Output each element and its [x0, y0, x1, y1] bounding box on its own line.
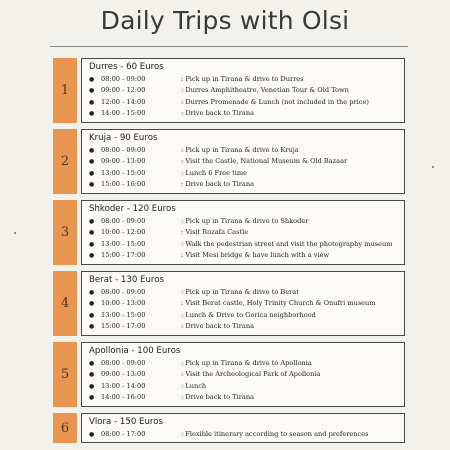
- itinerary-description: : Visit Berat castle, Holy Trinity Church & Onufri museum: [181, 299, 376, 308]
- paper-speck: [432, 166, 434, 168]
- itinerary-list: [82, 357, 404, 406]
- itinerary-item: [89, 298, 404, 309]
- trip-section: [53, 129, 408, 194]
- bullet-icon: ●: [89, 158, 95, 166]
- trip-number-badge: 1: [53, 58, 77, 123]
- trip-section: [53, 58, 408, 123]
- bullet-icon: ●: [89, 76, 95, 83]
- itinerary-time: 15:00 - 16:00: [101, 180, 146, 189]
- itinerary-description: : Durres Promenade & Lunch (not included in the price): [181, 97, 369, 106]
- bullet-icon: ●: [89, 300, 95, 308]
- trip-section: [53, 200, 408, 265]
- itinerary-description: : Lunch 6 Free time: [181, 168, 248, 177]
- bullet-icon: ●: [89, 360, 95, 367]
- itinerary-list: [82, 73, 404, 122]
- trip-card: [81, 413, 405, 443]
- itinerary-item: [89, 74, 404, 85]
- itinerary-time: 09:00 - 12:00: [101, 86, 146, 95]
- paper-speck: [14, 232, 16, 234]
- itinerary-description: : Visit Mesi bridge & have lunch with a view: [181, 251, 330, 260]
- bullet-icon: ●: [89, 289, 95, 296]
- itinerary-time: 08:00 - 09:00: [101, 288, 146, 296]
- itinerary-description: : Visit Rozafa Castle: [181, 228, 249, 237]
- itinerary-item: [89, 145, 404, 156]
- itinerary-time: 15:00 - 17:00: [101, 322, 146, 331]
- bullet-icon: ●: [89, 147, 95, 154]
- trip-card: [81, 129, 405, 194]
- title-divider: [50, 46, 408, 47]
- itinerary-description: : Drive back to Tirana: [181, 180, 255, 189]
- itinerary-time: 14:00 - 16:00: [101, 393, 146, 402]
- itinerary-time: 08:00 - 09:00: [101, 75, 146, 83]
- itinerary-description: : Pick up in Tirana & drive to Apollonia: [181, 359, 312, 367]
- itinerary-description: : Pick up in Tirana & drive to Kruja: [181, 146, 299, 154]
- itinerary-list: [82, 428, 404, 442]
- itinerary-item: [89, 369, 404, 380]
- trip-title: Berat - 130 Euros: [89, 275, 165, 285]
- itinerary-time: 08:00 - 17:00: [101, 430, 146, 438]
- itinerary-item: [89, 381, 404, 392]
- trip-number-badge: 2: [53, 129, 77, 194]
- trip-number-badge: 6: [53, 413, 77, 443]
- itinerary-item: [89, 358, 404, 369]
- itinerary-description: : Pick up in Tirana & drive to Berat: [181, 288, 299, 296]
- trip-number-badge: 3: [53, 200, 77, 265]
- trip-title: Vlora - 150 Euros: [89, 417, 163, 427]
- itinerary-item: [89, 392, 404, 403]
- itinerary-item: [89, 250, 404, 261]
- itinerary-item: [89, 216, 404, 227]
- itinerary-description: : Visit the Castle, National Museum & Old Bazaar: [181, 157, 348, 166]
- trip-list: [53, 58, 408, 449]
- itinerary-description: : Lunch & Drive to Gorica neighborhood: [181, 310, 316, 319]
- itinerary-description: : Durres Amphitheatre, Venetian Tour & Old Town: [181, 86, 349, 95]
- itinerary-item: [89, 429, 404, 440]
- trip-card: [81, 58, 405, 123]
- itinerary-description: : Walk the pedestrian street and visit the photography museum: [181, 239, 393, 248]
- itinerary-item: [89, 108, 404, 119]
- itinerary-time: 13:00 - 15:00: [101, 168, 146, 177]
- bullet-icon: ●: [89, 110, 95, 118]
- itinerary-list: [82, 144, 404, 193]
- itinerary-item: [89, 287, 404, 298]
- bullet-icon: ●: [89, 311, 95, 319]
- itinerary-item: [89, 179, 404, 190]
- itinerary-item: [89, 227, 404, 238]
- trip-section: [53, 271, 408, 336]
- trip-number-badge: 5: [53, 342, 77, 407]
- trip-card: [81, 342, 405, 407]
- page-title: Daily Trips with Olsi: [100, 6, 350, 35]
- itinerary-description: : Flexible itinerary according to season and preferences: [181, 430, 369, 438]
- itinerary-time: 13:00 - 14:00: [101, 381, 146, 390]
- trip-title: Durres - 60 Euros: [89, 62, 164, 72]
- itinerary-time: 15:00 - 17:00: [101, 251, 146, 260]
- itinerary-description: : Visit the Archeological Park of Apollonia: [181, 370, 321, 379]
- itinerary-description: : Drive back to Tirana: [181, 393, 255, 402]
- itinerary-item: [89, 321, 404, 332]
- bullet-icon: ●: [89, 252, 95, 260]
- itinerary-time: 13:00 - 15:00: [101, 310, 146, 319]
- trip-section: [53, 413, 408, 443]
- itinerary-time: 09:00 - 13:00: [101, 370, 146, 379]
- itinerary-time: 10:00 - 12:00: [101, 228, 146, 237]
- itinerary-time: 08:00 - 09:00: [101, 217, 146, 225]
- itinerary-description: : Drive back to Tirana: [181, 322, 255, 331]
- bullet-icon: ●: [89, 218, 95, 225]
- bullet-icon: ●: [89, 240, 95, 248]
- trip-card: [81, 200, 405, 265]
- trip-card: [81, 271, 405, 336]
- bullet-icon: ●: [89, 431, 95, 438]
- itinerary-item: [89, 85, 404, 96]
- trip-title: Shkoder - 120 Euros: [89, 204, 176, 214]
- itinerary-time: 10:00 - 13:00: [101, 299, 146, 308]
- bullet-icon: ●: [89, 229, 95, 237]
- itinerary-item: [89, 168, 404, 179]
- itinerary-time: 09:00 - 13:00: [101, 157, 146, 166]
- bullet-icon: ●: [89, 181, 95, 189]
- itinerary-list: [82, 286, 404, 335]
- bullet-icon: ●: [89, 98, 95, 106]
- bullet-icon: ●: [89, 371, 95, 379]
- bullet-icon: ●: [89, 87, 95, 95]
- itinerary-item: [89, 156, 404, 167]
- itinerary-item: [89, 310, 404, 321]
- itinerary-description: : Lunch: [181, 381, 207, 390]
- itinerary-description: : Pick up in Tirana & drive to Durres: [181, 75, 304, 83]
- itinerary-item: [89, 97, 404, 108]
- itinerary-time: 14:00 - 15:00: [101, 109, 146, 118]
- bullet-icon: ●: [89, 382, 95, 390]
- itinerary-description: : Drive back to Tirana: [181, 109, 255, 118]
- bullet-icon: ●: [89, 394, 95, 402]
- itinerary-time: 08:00 - 09:00: [101, 359, 146, 367]
- itinerary-item: [89, 239, 404, 250]
- bullet-icon: ●: [89, 323, 95, 331]
- itinerary-time: 13:00 - 15:00: [101, 239, 146, 248]
- itinerary-list: [82, 215, 404, 264]
- bullet-icon: ●: [89, 169, 95, 177]
- trip-title: Kruja - 90 Euros: [89, 133, 158, 143]
- trip-title: Apollonia - 100 Euros: [89, 346, 181, 356]
- itinerary-time: 12:00 - 14:00: [101, 97, 146, 106]
- itinerary-time: 08:00 - 09:00: [101, 146, 146, 154]
- trip-section: [53, 342, 408, 407]
- trip-number-badge: 4: [53, 271, 77, 336]
- itinerary-description: : Pick up in Tirana & drive to Shkoder: [181, 217, 309, 225]
